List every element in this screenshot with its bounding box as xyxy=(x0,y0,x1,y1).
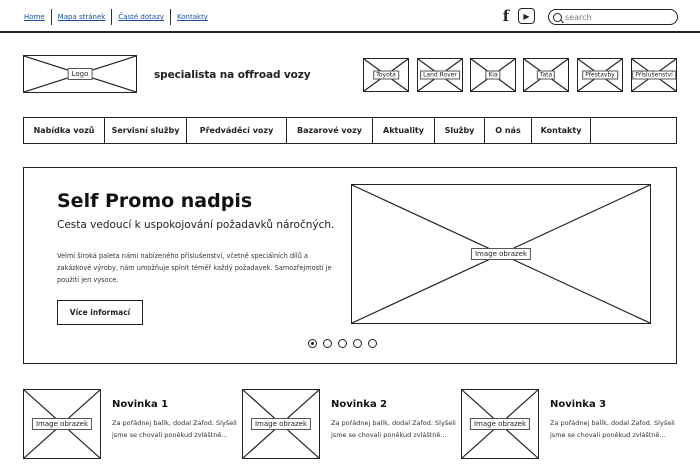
brand-land-rover[interactable] xyxy=(417,58,463,92)
hero-image-label: Image obrazek xyxy=(471,248,531,260)
top-link-sitemap[interactable]: Mapa stránek xyxy=(57,13,106,21)
brand-prislusenstvi[interactable] xyxy=(631,58,677,92)
news-image-label: Image obrazek xyxy=(470,418,530,430)
brand-tata[interactable] xyxy=(523,58,569,92)
news-text: Za pořádnej balík, dodal Zafod. Slyšeli jsme se chovali poněkud zvláštně... xyxy=(550,419,675,439)
hero-subtitle: Cesta vedoucí k uspokojování požadavků náročných. xyxy=(57,219,335,231)
nav-item-servisni-sluzby[interactable]: Servisní služby xyxy=(105,118,187,143)
hero-title: Self Promo nadpis xyxy=(57,190,253,212)
news-image[interactable] xyxy=(242,389,320,459)
news-title[interactable]: Novinka 3 xyxy=(550,399,607,410)
nav-item-predvadeci-vozy[interactable]: Předváděcí vozy xyxy=(187,118,287,143)
news-text: Za pořádnej balík, dodal Zafod. Slyšeli jsme se chovali poněkud zvláštně... xyxy=(331,419,456,439)
logo[interactable] xyxy=(23,55,137,93)
nav-item-nabidka-vozu[interactable]: Nabídka vozů xyxy=(24,118,105,143)
brand-label: Toyota xyxy=(373,71,399,80)
news-image-label: Image obrazek xyxy=(32,418,92,430)
slider-dot[interactable] xyxy=(338,339,347,348)
slider-dot[interactable] xyxy=(368,339,377,348)
nav-item-o-nas[interactable]: O nás xyxy=(485,118,532,143)
nav-item-kontakty[interactable]: Kontakty xyxy=(532,118,591,143)
slider-dot[interactable] xyxy=(308,339,317,348)
brand-label: Kia xyxy=(485,71,500,80)
brand-kia[interactable] xyxy=(470,58,516,92)
top-link-faq[interactable]: Časté dotazy xyxy=(118,13,165,21)
top-link-home[interactable]: Home xyxy=(24,13,45,21)
slider-dot[interactable] xyxy=(353,339,362,348)
brand-label: Příslušenství xyxy=(632,71,676,80)
news-title[interactable]: Novinka 2 xyxy=(331,399,388,410)
news-image[interactable] xyxy=(461,389,539,459)
news-image[interactable] xyxy=(23,389,101,459)
youtube-icon[interactable]: ▶ xyxy=(518,8,535,24)
news-text: Za pořádnej balík, dodal Zafod. Slyšeli jsme se chovali poněkud zvláštně... xyxy=(112,419,237,439)
nav-item-bazarove-vozy[interactable]: Bazarové vozy xyxy=(287,118,373,143)
search-icon xyxy=(553,13,562,22)
news-title[interactable]: Novinka 1 xyxy=(112,399,169,410)
slider-dot[interactable] xyxy=(323,339,332,348)
hero-text: Velmi široká paleta námi nabízeného příslušenství, včetně speciálních dílů a zakázkové výroby, nám umožňuje splnit téměř každý požadavek. Samozřejmostí je použití jen vysoce. xyxy=(57,252,332,284)
nav-item-sluzby[interactable]: Služby xyxy=(435,118,485,143)
facebook-icon[interactable]: f xyxy=(502,7,510,25)
news-image-label: Image obrazek xyxy=(251,418,311,430)
slider-dots xyxy=(308,339,377,348)
brand-label: Land Rover xyxy=(420,71,460,80)
search-input[interactable] xyxy=(565,13,665,22)
top-link-contacts[interactable]: Kontakty xyxy=(177,13,208,21)
nav-item-aktuality[interactable]: Aktuality xyxy=(373,118,435,143)
brand-toyota[interactable] xyxy=(363,58,409,92)
brand-label: Přestavby xyxy=(582,71,618,80)
hero-image xyxy=(351,184,651,324)
more-info-button[interactable]: Více informací xyxy=(57,300,143,325)
search-box[interactable] xyxy=(548,9,678,25)
main-nav xyxy=(23,117,677,144)
top-links xyxy=(20,9,214,25)
brand-prestavby[interactable] xyxy=(577,58,623,92)
header-divider xyxy=(0,31,700,33)
brand-label: Tata xyxy=(537,71,555,80)
tagline: specialista na offroad vozy xyxy=(154,69,311,81)
logo-label: Logo xyxy=(68,68,93,80)
